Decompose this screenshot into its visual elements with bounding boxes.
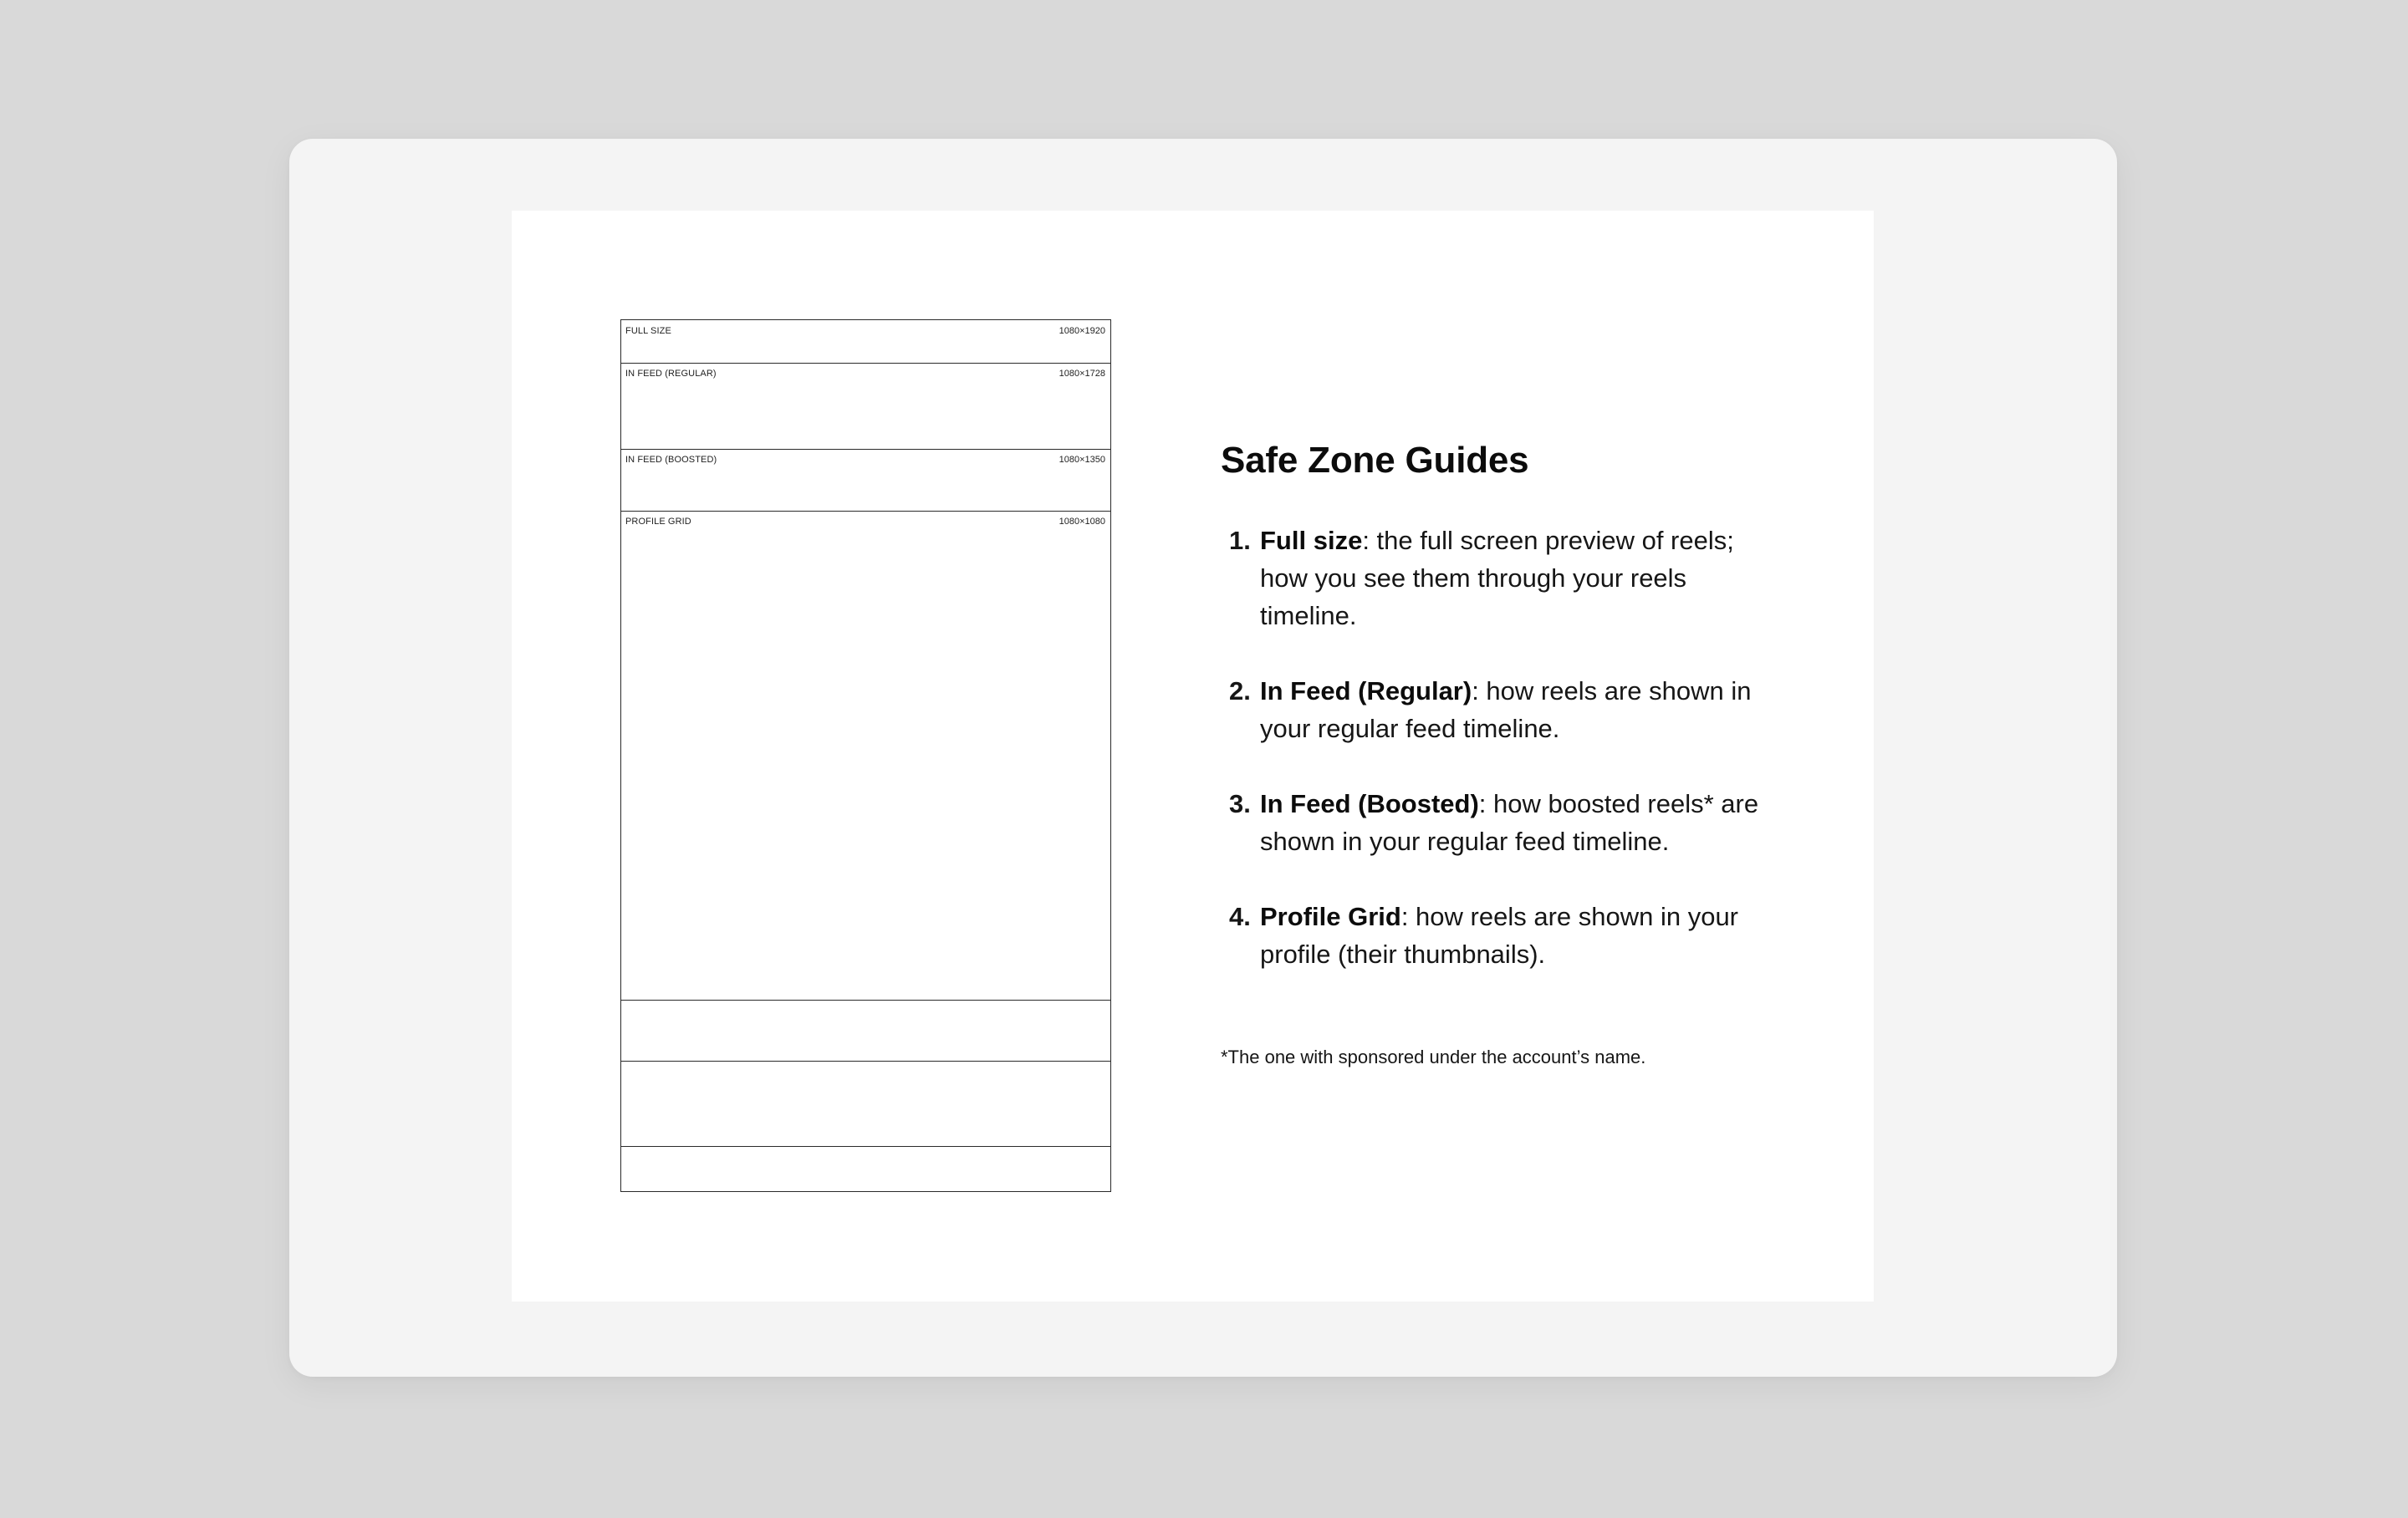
item-number: 3.: [1229, 789, 1251, 818]
footnote: *The one with sponsored under the account’s name.: [1221, 1047, 1646, 1067]
zone-label-profile-grid: PROFILE GRID: [625, 517, 691, 527]
item-description: : how reels are shown in your profile (their thumbnails).: [1260, 902, 1739, 969]
zone-dimensions-in-feed-boosted: 1080×1350: [1059, 455, 1105, 465]
guide-item-in-feed-boosted: [1229, 785, 1764, 860]
item-term: In Feed (Regular): [1260, 676, 1472, 706]
zone-line-in-feed-boosted-top: [621, 449, 1110, 450]
zone-dimensions-full-size: 1080×1920: [1059, 326, 1105, 336]
item-number: 1.: [1229, 526, 1251, 555]
item-term: In Feed (Boosted): [1260, 789, 1479, 818]
guide-list: [1229, 522, 1764, 1011]
zone-dimensions-profile-grid: 1080×1080: [1059, 517, 1105, 527]
zone-label-full-size: FULL SIZE: [625, 326, 671, 336]
zone-line-in-feed-regular-bottom: [621, 1146, 1110, 1147]
item-term: Profile Grid: [1260, 902, 1401, 931]
item-number: 2.: [1229, 676, 1251, 706]
item-description: : the full screen preview of reels; how you see them through your reels timeline.: [1260, 526, 1734, 630]
guide-item-in-feed-regular: [1229, 672, 1764, 747]
item-description: : how reels are shown in your regular feed timeline.: [1260, 676, 1752, 743]
item-description: : how boosted reels* are shown in your regular feed timeline.: [1260, 789, 1759, 856]
zone-line-profile-grid-bottom: [621, 1000, 1110, 1001]
guide-title: Safe Zone Guides: [1221, 440, 1529, 481]
zone-line-in-feed-boosted-bottom: [621, 1061, 1110, 1062]
item-term: Full size: [1260, 526, 1363, 555]
guide-item-profile-grid: [1229, 898, 1764, 973]
zone-dimensions-in-feed-regular: 1080×1728: [1059, 369, 1105, 379]
guide-item-full-size: [1229, 522, 1764, 634]
item-number: 4.: [1229, 902, 1251, 931]
zone-line-profile-grid-top: [621, 511, 1110, 512]
safe-zone-frame: [620, 319, 1111, 1192]
zone-label-in-feed-boosted: IN FEED (BOOSTED): [625, 455, 717, 465]
zone-label-in-feed-regular: IN FEED (REGULAR): [625, 369, 717, 379]
zone-line-in-feed-regular-top: [621, 363, 1110, 364]
